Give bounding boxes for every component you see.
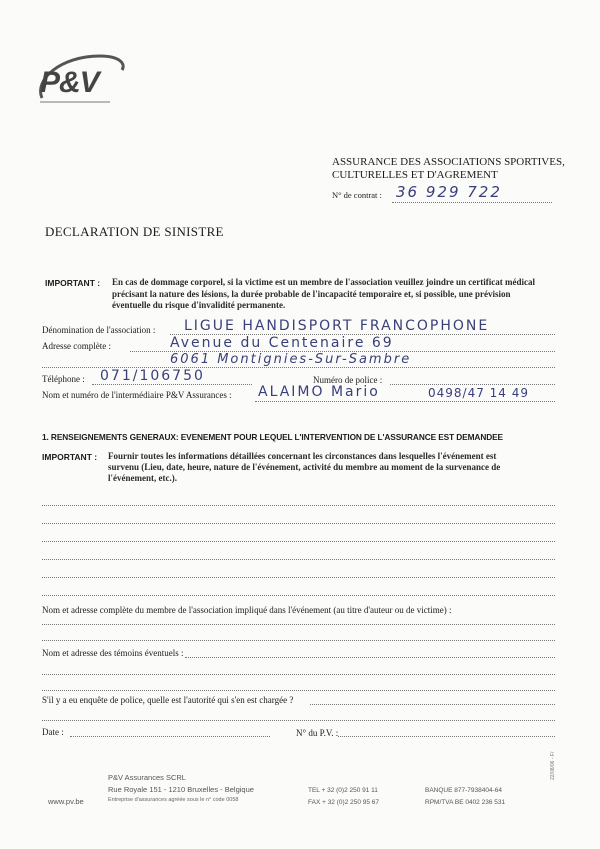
section-1-important-label: IMPORTANT : [42, 452, 98, 462]
member-line-2 [42, 640, 555, 641]
date-line [70, 736, 270, 737]
header-line-1: ASSURANCE DES ASSOCIATIONS SPORTIVES, [332, 156, 565, 168]
member-line-1 [42, 624, 555, 625]
important-label: IMPORTANT : [45, 278, 101, 288]
date-label: Date : [42, 727, 64, 737]
footer-address: Rue Royale 151 - 1210 Bruxelles - Belgique [108, 785, 254, 794]
police-line [390, 384, 555, 385]
witness-line-1 [185, 657, 555, 658]
phone-line [92, 384, 252, 385]
event-line-2 [42, 523, 555, 524]
event-line-5 [42, 577, 555, 578]
member-label: Nom et adresse complète du membre de l'association impliqué dans l'événement (au titre d'auteur ou de victime) : [42, 605, 452, 615]
footer-bank: BANQUE 877-7938404-64 [425, 787, 502, 794]
address-line-1: Avenue du Centenaire 69 [170, 335, 394, 351]
intermediary-line [255, 401, 555, 402]
footer-website: www.pv.be [48, 797, 84, 806]
footer-fax: FAX + 32 (0)2 250 95 67 [308, 799, 380, 806]
footer-side-code: 22/08/06 - F/ [550, 751, 556, 780]
event-line-4 [42, 559, 555, 560]
event-line-6 [42, 595, 555, 596]
association-value: LIGUE HANDISPORT FRANCOPHONE [184, 318, 490, 334]
phone-value: 071/106750 [100, 368, 205, 384]
footer-approval: Entreprise d'assurances agréée sous le n° code 0058 [108, 797, 239, 803]
section-1-important-text: Fournir toutes les informations détaillées concernant les circonstances dans lesquelles l'événement est survenu (Lieu, date, heure, nature de l'événement, activité du membre au moment de la survenance de l'événement, etc.). [108, 451, 501, 483]
police-label: Numéro de police : [313, 375, 383, 385]
company-logo [30, 50, 130, 110]
intermediary-name: ALAIMO Mario [258, 384, 380, 400]
intermediary-label: Nom et numéro de l'intermédiaire P&V Assurances : [42, 390, 232, 400]
association-label: Dénomination de l'association : [42, 325, 156, 335]
pv-line [338, 736, 555, 737]
address-line-2: 6061 Montignies-Sur-Sambre [170, 352, 412, 367]
address-label: Adresse complète : [42, 341, 111, 351]
logo-text: P&V [40, 66, 99, 99]
police-inquiry-line-1 [310, 704, 555, 705]
witness-label: Nom et adresse des témoins éventuels : [42, 648, 184, 658]
contract-line [392, 202, 552, 203]
footer-tel: TEL + 32 (0)2 250 91 11 [308, 787, 378, 794]
footer-company: P&V Assurances SCRL [108, 773, 186, 782]
section-1-title: 1. RENSEIGNEMENTS GENERAUX: EVENEMENT POUR LEQUEL L'INTERVENTION DE L'ASSURANCE EST DEMANDEE [42, 432, 503, 442]
police-inquiry-label: S'il y a eu enquête de police, quelle est l'autorité qui s'en est chargée ? [42, 695, 294, 705]
footer-vat: RPM/TVA BE 0402 236 531 [425, 799, 506, 806]
contract-label: N° de contrat : [332, 190, 382, 200]
police-inquiry-line-2 [42, 720, 555, 721]
header-line-2: CULTURELLES ET D'AGREMENT [332, 169, 498, 181]
pv-label: N° du P.V. : [296, 728, 339, 738]
intermediary-phone: 0498/47 14 49 [428, 386, 530, 400]
important-text: En cas de dommage corporel, si la victime est un membre de l'association veuillez joindre un certificat médical précisant la nature des lésions, la durée probable de l'incapacité temporaire et, si possible, une prévision éventuelle du risque d'invalidité permanente. [112, 277, 535, 310]
witness-line-2 [42, 674, 555, 675]
page-title: DECLARATION DE SINISTRE [45, 224, 224, 239]
event-line-3 [42, 541, 555, 542]
contract-number: 36 929 722 [396, 183, 502, 201]
event-line-1 [42, 505, 555, 506]
witness-line-3 [42, 690, 555, 691]
phone-label: Téléphone : [42, 374, 85, 384]
